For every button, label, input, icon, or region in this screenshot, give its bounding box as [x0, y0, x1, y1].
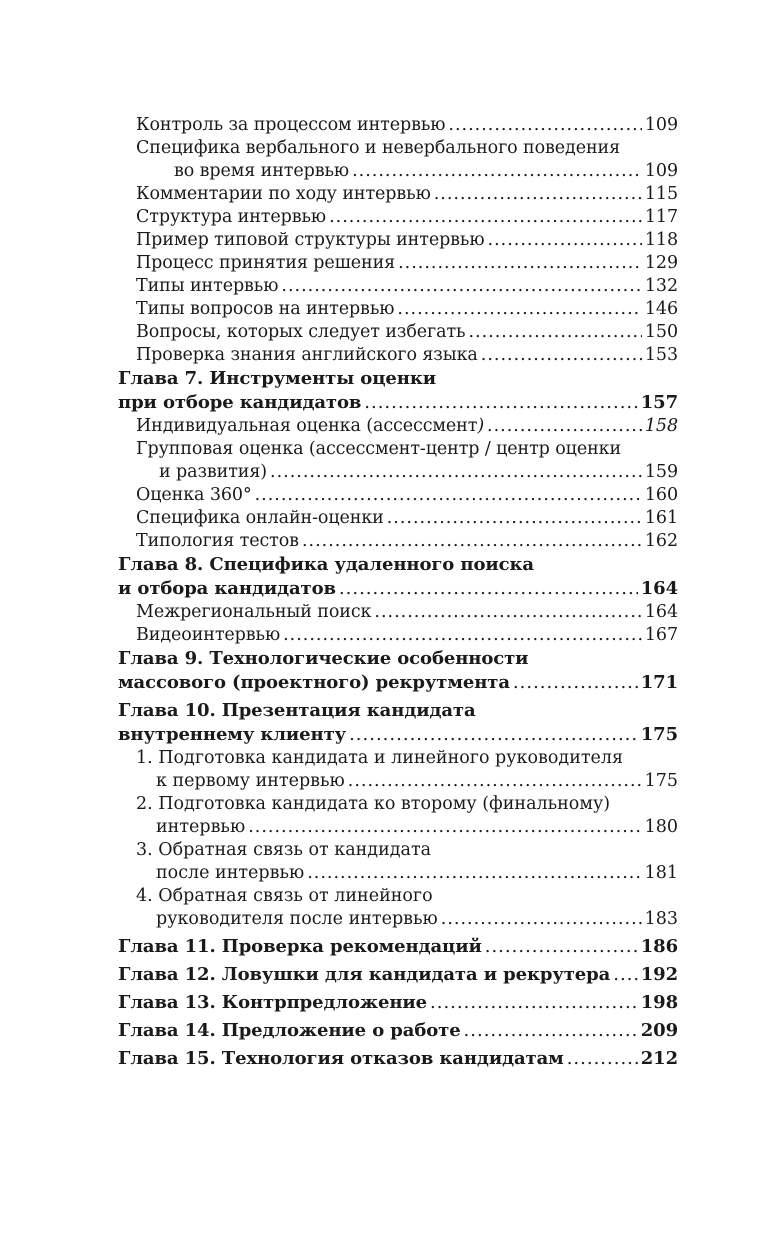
- dot-leader: [352, 160, 642, 183]
- dot-leader: [329, 206, 642, 229]
- dot-leader: [302, 530, 642, 553]
- toc-chapter-12[interactable]: [118, 963, 678, 987]
- toc-entry[interactable]: [118, 344, 678, 367]
- page-number: 115: [644, 184, 678, 204]
- entry-title: Индивидуальная оценка (ассессмент): [136, 416, 485, 436]
- dot-leader: [281, 275, 642, 298]
- entry-title: Типы интервью: [136, 276, 279, 296]
- page-number: 198: [640, 992, 678, 1013]
- page-number: 161: [644, 508, 678, 528]
- page-number: 158: [644, 416, 678, 436]
- toc-entry[interactable]: [118, 298, 678, 321]
- toc-entry[interactable]: [118, 137, 678, 183]
- toc-entry[interactable]: [118, 438, 678, 484]
- toc-entry[interactable]: [118, 114, 678, 137]
- page-number: 146: [644, 299, 678, 319]
- dot-leader: [488, 229, 642, 252]
- page-number: 209: [640, 1020, 678, 1041]
- toc-entry[interactable]: [118, 275, 678, 298]
- dot-leader: [567, 1047, 638, 1071]
- entry-title: 1. Подготовка кандидата и линейного руководителя: [136, 748, 624, 768]
- page-number: 129: [644, 253, 678, 273]
- page-number: 180: [644, 817, 678, 837]
- dot-leader: [339, 577, 638, 601]
- toc-entry[interactable]: [118, 601, 678, 624]
- toc-chapter-15[interactable]: [118, 1047, 678, 1071]
- toc-chapter-10[interactable]: [118, 699, 678, 747]
- page-number: 160: [644, 485, 678, 505]
- toc-entry[interactable]: [118, 229, 678, 252]
- chapter-title: Глава 9. Технологические особенности: [118, 648, 529, 669]
- dot-leader: [255, 484, 642, 507]
- dot-leader: [613, 963, 638, 987]
- page-number: 175: [640, 724, 678, 745]
- page-number: 150: [644, 322, 678, 342]
- toc-entry[interactable]: [118, 484, 678, 507]
- toc-entry[interactable]: [118, 321, 678, 344]
- chapter-title-cont: при отборе кандидатов: [118, 392, 362, 413]
- entry-title-cont: и развития): [159, 462, 268, 482]
- page-number: 118: [644, 230, 678, 250]
- chapter-title-cont: массового (проектного) рекрутмента: [118, 672, 510, 693]
- entry-title: Процесс принятия решения: [136, 253, 396, 273]
- toc-chapter-8[interactable]: [118, 553, 678, 601]
- toc-entry[interactable]: [118, 530, 678, 553]
- entry-title-cont: во время интервью: [174, 161, 350, 181]
- entry-title: 3. Обратная связь от кандидата: [136, 840, 432, 860]
- toc-entry[interactable]: [118, 206, 678, 229]
- page-number: 117: [644, 207, 678, 227]
- page-number: 167: [644, 625, 678, 645]
- entry-title: 4. Обратная связь от линейного: [136, 886, 433, 906]
- page-number: 132: [644, 276, 678, 296]
- dot-leader: [270, 461, 642, 484]
- page-number: 186: [640, 936, 678, 957]
- toc-chapter-14[interactable]: [118, 1019, 678, 1043]
- dot-leader: [349, 723, 638, 747]
- dot-leader: [441, 908, 642, 931]
- page-number: 212: [640, 1048, 678, 1069]
- dot-leader: [307, 862, 641, 885]
- entry-title: Контроль за процессом интервью: [136, 115, 446, 135]
- dot-leader: [481, 344, 642, 367]
- entry-title: Структура интервью: [136, 207, 327, 227]
- entry-title: Специфика онлайн-оценки: [136, 508, 384, 528]
- chapter-title: Глава 8. Специфика удаленного поиска: [118, 554, 534, 575]
- entry-title: 2. Подготовка кандидата ко второму (финальному): [136, 794, 611, 814]
- entry-title: Типы вопросов на интервью: [136, 299, 395, 319]
- dot-leader: [397, 298, 642, 321]
- entry-title: Комментарии по ходу интервью: [136, 184, 431, 204]
- page-number: 109: [644, 115, 678, 135]
- dot-leader: [374, 601, 642, 624]
- entry-title: Вопросы, которых следует избегать: [136, 322, 466, 342]
- page-number: 157: [640, 392, 678, 413]
- page-number: 183: [644, 909, 678, 929]
- page-number: 109: [644, 161, 678, 181]
- page-number: 162: [644, 531, 678, 551]
- dot-leader: [364, 391, 637, 415]
- toc-entry[interactable]: [118, 183, 678, 206]
- toc-chapter-13[interactable]: [118, 991, 678, 1015]
- toc-chapter-11[interactable]: [118, 935, 678, 959]
- entry-title: Оценка 360°: [136, 485, 252, 505]
- dot-leader: [283, 624, 642, 647]
- entry-title-cont: после интервью: [156, 863, 305, 883]
- dot-leader: [487, 415, 642, 438]
- dot-leader: [513, 671, 638, 695]
- chapter-title: Глава 11. Проверка рекомендаций: [118, 936, 482, 957]
- page-number: 164: [644, 602, 678, 622]
- entry-title: Групповая оценка (ассессмент-центр / центр оценки: [136, 439, 622, 459]
- toc-entry[interactable]: [118, 839, 678, 885]
- entry-title: Проверка знания английского языка: [136, 345, 478, 365]
- entry-title: Видеоинтервью: [136, 625, 281, 645]
- dot-leader: [464, 1019, 638, 1043]
- toc-entry[interactable]: [118, 747, 678, 793]
- chapter-title-cont: внутреннему клиенту: [118, 724, 347, 745]
- chapter-title: Глава 14. Предложение о работе: [118, 1020, 461, 1041]
- page-number: 192: [640, 964, 678, 985]
- dot-leader: [448, 114, 641, 137]
- entry-title: Межрегиональный поиск: [136, 602, 372, 622]
- toc-chapter-7[interactable]: [118, 367, 678, 415]
- page-number: 159: [644, 462, 678, 482]
- toc-entry[interactable]: [118, 793, 678, 839]
- dot-leader: [430, 991, 638, 1015]
- toc-entry[interactable]: [118, 507, 678, 530]
- page-number: 181: [644, 863, 678, 883]
- chapter-title-cont: и отбора кандидатов: [118, 578, 336, 599]
- chapter-title: Глава 13. Контрпредложение: [118, 992, 428, 1013]
- entry-title: Специфика вербального и невербального поведения: [136, 138, 621, 158]
- dot-leader: [248, 816, 641, 839]
- dot-leader: [434, 183, 642, 206]
- chapter-title: Глава 12. Ловушки для кандидата и рекрутера: [118, 964, 611, 985]
- dot-leader: [468, 321, 641, 344]
- toc-entry[interactable]: [118, 252, 678, 275]
- page-number: 164: [640, 578, 678, 599]
- dot-leader: [485, 935, 638, 959]
- entry-title: Типология тестов: [136, 531, 299, 551]
- page-number: 153: [644, 345, 678, 365]
- chapter-title: Глава 15. Технология отказов кандидатам: [118, 1048, 564, 1069]
- toc-chapter-9[interactable]: [118, 647, 678, 695]
- entry-title-cont: к первому интервью: [156, 771, 345, 791]
- chapter-title: Глава 10. Презентация кандидата: [118, 700, 476, 721]
- dot-leader: [348, 770, 642, 793]
- toc-entry[interactable]: [118, 624, 678, 647]
- toc-entry[interactable]: [118, 415, 678, 438]
- page-number: 175: [644, 771, 678, 791]
- dot-leader: [398, 252, 642, 275]
- toc-entry[interactable]: [118, 885, 678, 931]
- entry-title: Пример типовой структуры интервью: [136, 230, 485, 250]
- dot-leader: [387, 507, 642, 530]
- page-number: 171: [640, 672, 678, 693]
- chapter-title: Глава 7. Инструменты оценки: [118, 368, 436, 389]
- entry-title-cont: руководителя после интервью: [156, 909, 438, 929]
- entry-title-cont: интервью: [156, 817, 246, 837]
- table-of-contents: [118, 114, 678, 1071]
